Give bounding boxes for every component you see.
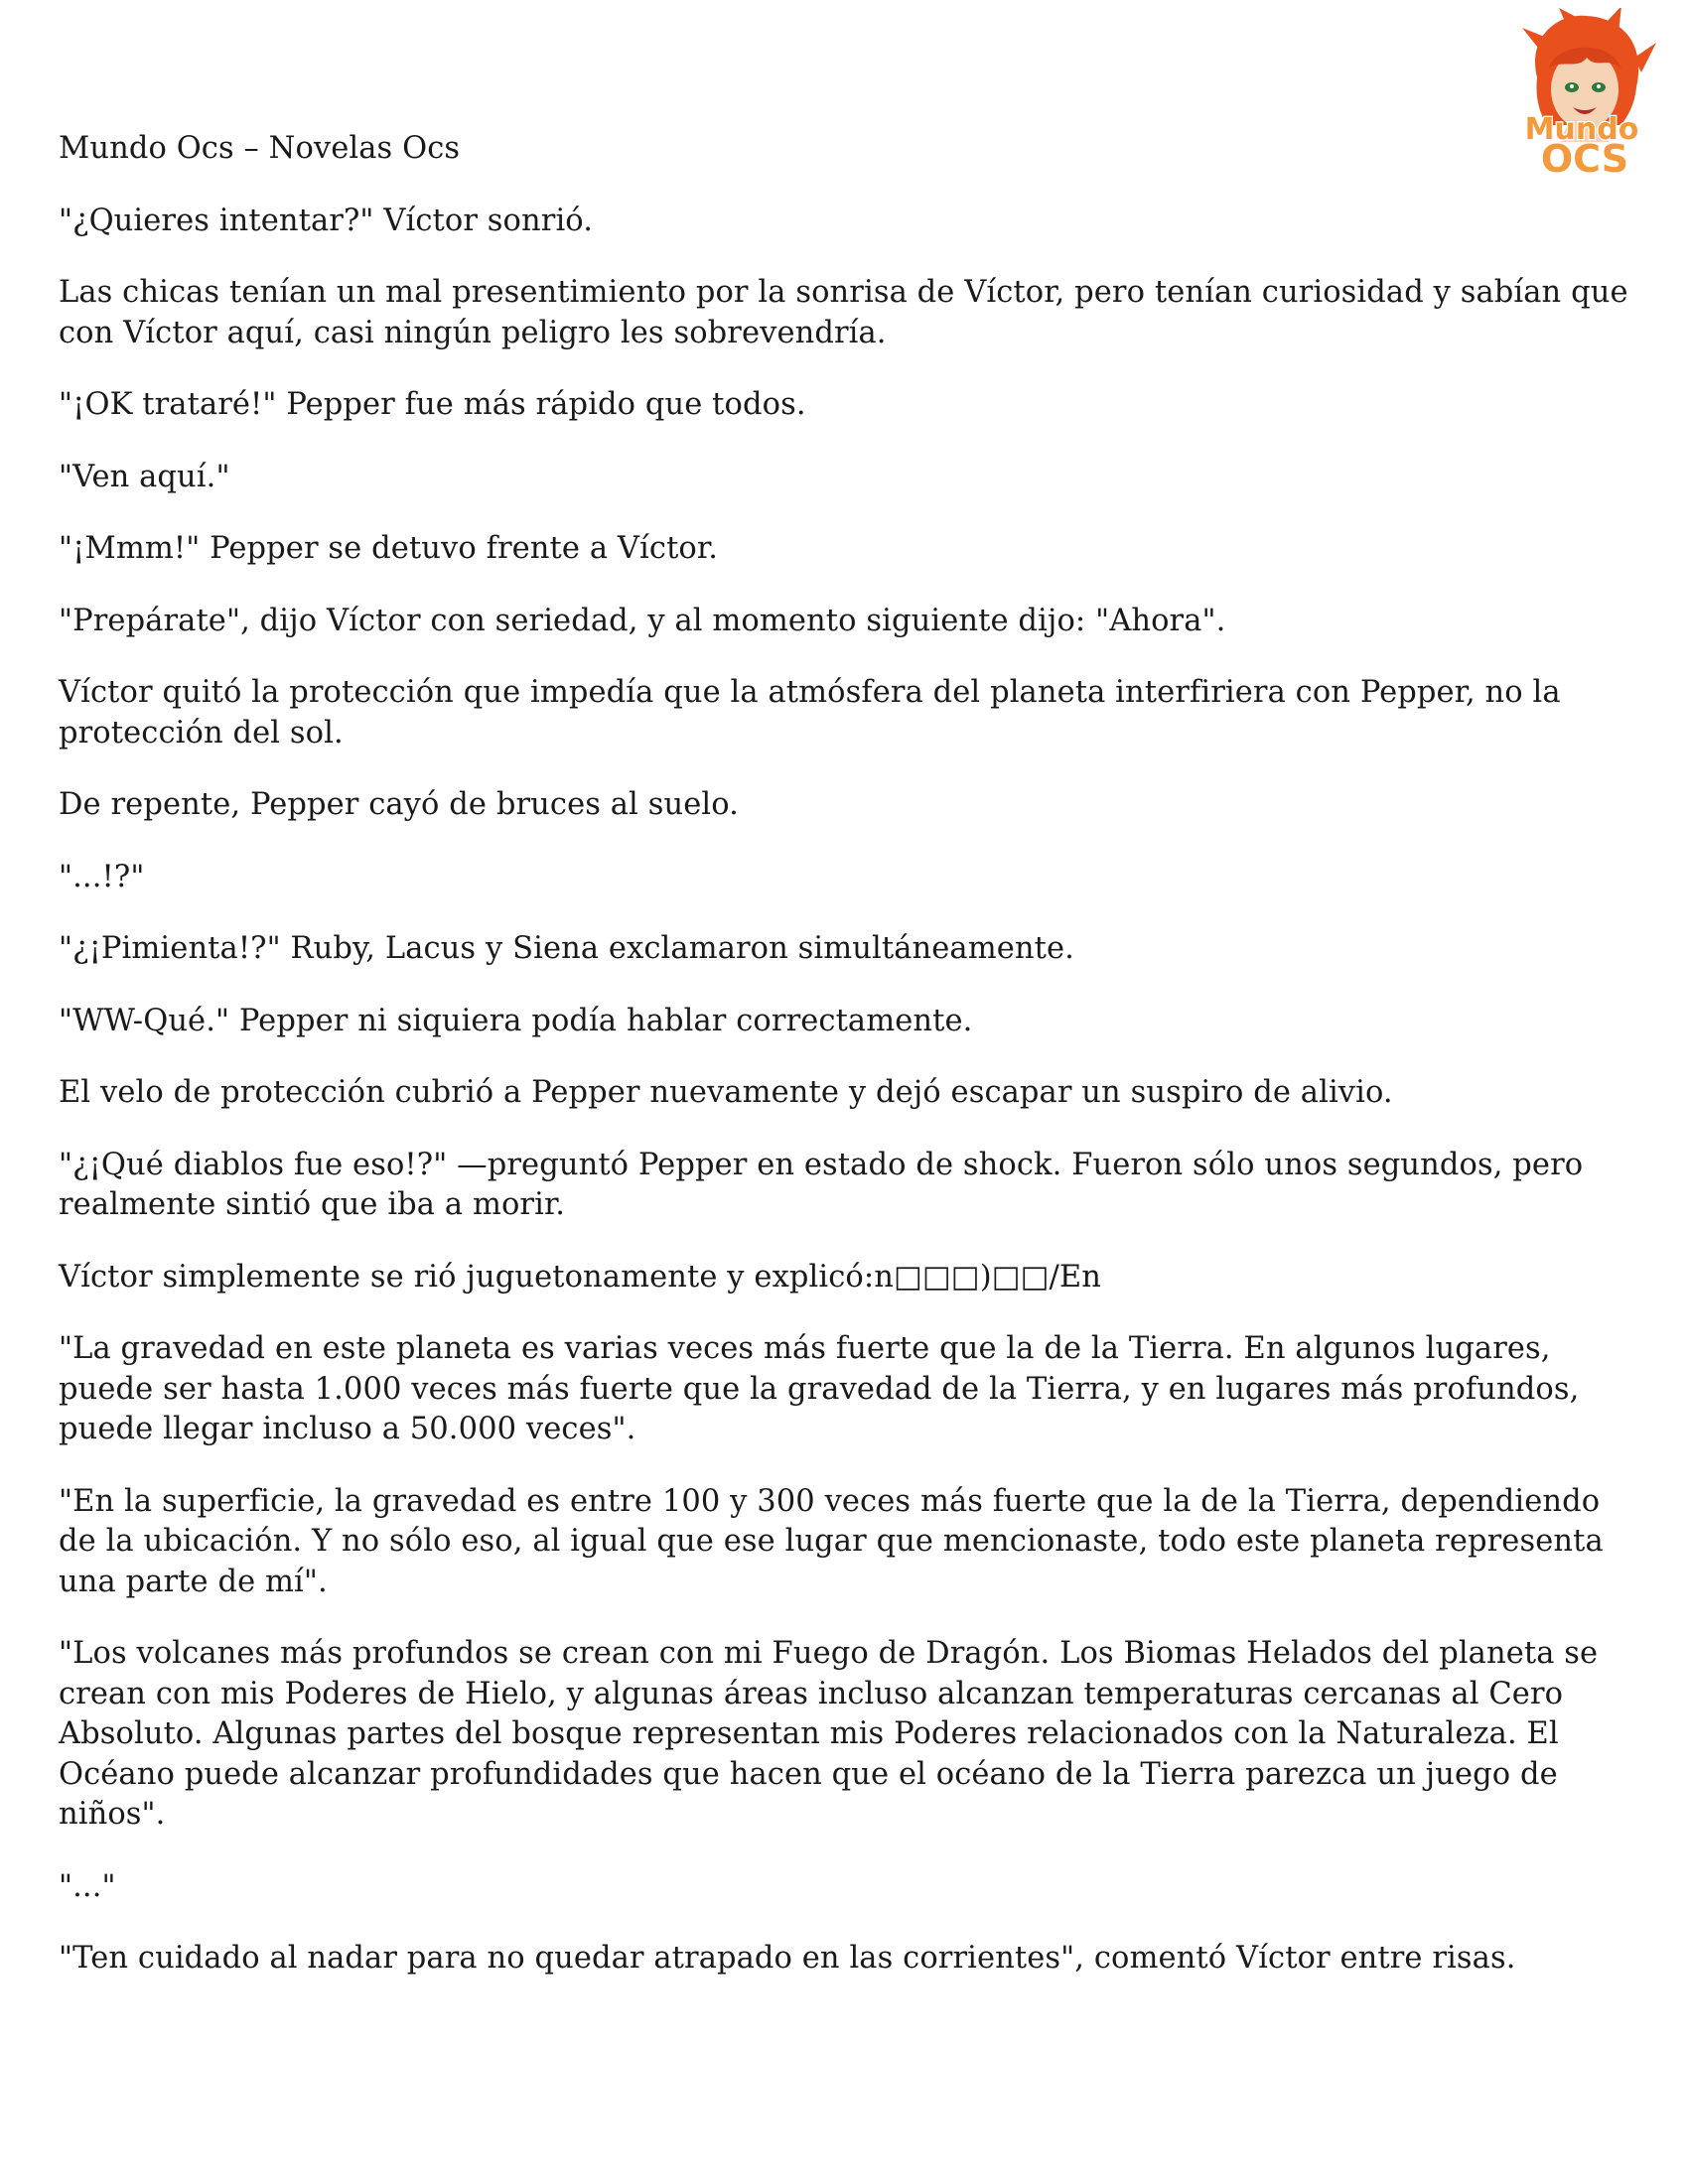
paragraph: "Prepárate", dijo Víctor con seriedad, y al momento siguiente dijo: "Ahora". xyxy=(59,603,1226,638)
paragraph: Las chicas tenían un mal presentimiento por la sonrisa de Víctor, pero tenían curiosidad y sabían que con Víctor aquí, casi ningún peligro les sobrevendría. xyxy=(59,275,1628,350)
paragraph: "Ten cuidado al nadar para no quedar atrapado en las corrientes", comentó Víctor entre risas. xyxy=(59,1941,1516,1976)
paragraph: "¿Quieres intentar?" Víctor sonrió. xyxy=(59,203,594,238)
paragraph: "..." xyxy=(59,1868,116,1904)
paragraph: "¡OK trataré!" Pepper fue más rápido que todos. xyxy=(59,387,806,422)
paragraph: "WW-Qué." Pepper ni siquiera podía hablar correctamente. xyxy=(59,1003,973,1038)
page-header-title: Mundo Ocs – Novelas Ocs xyxy=(59,131,461,166)
paragraph: "...!?" xyxy=(59,859,145,894)
paragraph: "Ven aquí." xyxy=(59,459,230,494)
paragraph: De repente, Pepper cayó de bruces al suelo. xyxy=(59,787,739,822)
paragraph: "En la superficie, la gravedad es entre 100 y 300 veces más fuerte que la de la Tierra, dependiendo de la ubicación. Y no sólo eso, al igual que ese lugar que mencionaste, todo este planeta representa una parte de mí". xyxy=(59,1483,1604,1599)
paragraph: "¡Mmm!" Pepper se detuvo frente a Víctor. xyxy=(59,531,719,566)
document-body xyxy=(59,129,1637,2011)
logo-text-ocs: OCS xyxy=(1540,137,1629,181)
paragraph: "Los volcanes más profundos se crean con mi Fuego de Dragón. Los Biomas Helados del planeta se crean con mis Poderes de Hielo, y algunas áreas incluso alcanzan temperaturas cercanas al Cero Absoluto. Algunas partes del bosque representan mis Poderes relacionados con la Naturaleza. El Océano puede alcanzar profundidades que hacen que el océano de la Tierra parezca un juego de niños". xyxy=(59,1636,1599,1832)
paragraph: El velo de protección cubrió a Pepper nuevamente y dejó escapar un suspiro de alivio. xyxy=(59,1075,1393,1110)
paragraph: "La gravedad en este planeta es varias veces más fuerte que la de la Tierra. En algunos lugares, puede ser hasta 1.000 veces más fuerte que la gravedad de la Tierra, y en lugares más profundos, puede llegar incluso a 50.000 veces". xyxy=(59,1331,1580,1446)
paragraph: "¿¡Pimienta!?" Ruby, Lacus y Siena exclamaron simultáneamente. xyxy=(59,931,1074,966)
logo-text-mundo: Mundo xyxy=(1524,112,1639,147)
paragraph: Víctor simplemente se rió juguetonamente y explicó:n□□□)□□/En xyxy=(59,1259,1102,1295)
paragraph: Víctor quitó la protección que impedía que la atmósfera del planeta interfiriera con Pepper, no la protección del sol. xyxy=(59,675,1561,751)
paragraph: "¿¡Qué diablos fue eso!?" —preguntó Pepper en estado de shock. Fueron sólo unos segundos, pero realmente sintió que iba a morir. xyxy=(59,1147,1584,1222)
